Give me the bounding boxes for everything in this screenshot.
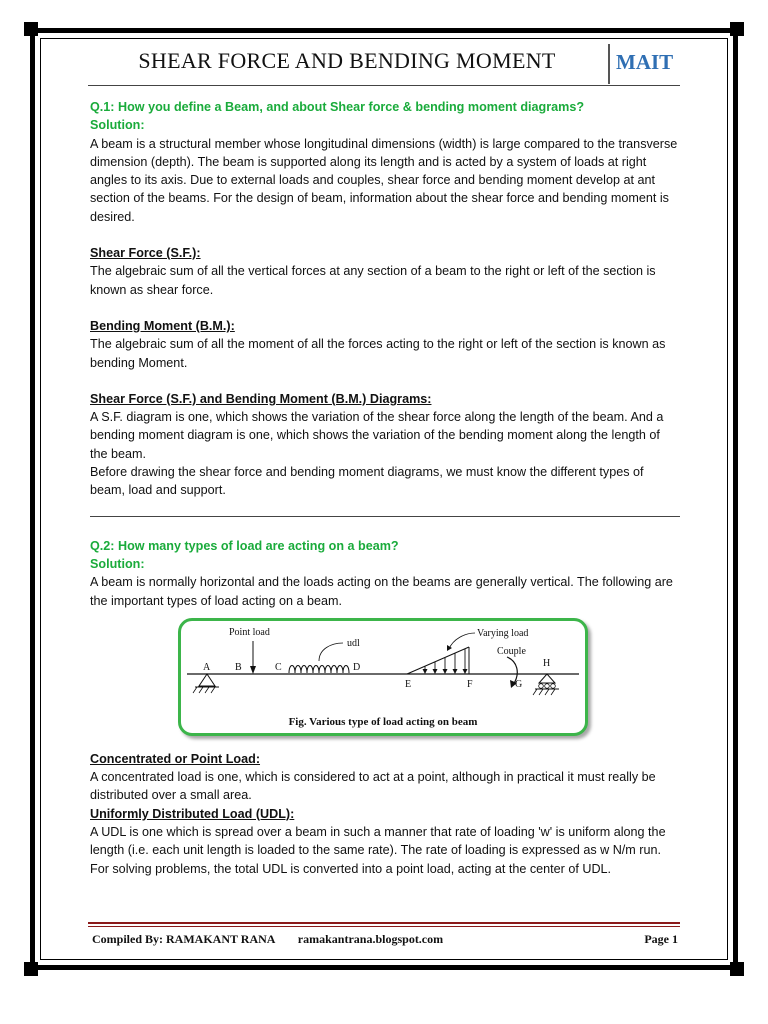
- page-number: Page 1: [644, 932, 678, 946]
- label-c: C: [275, 661, 282, 673]
- bending-moment-text: The algebraic sum of all the moment of all the forces acting to the right or left of the section is known as bending Moment.: [90, 337, 666, 370]
- corner-ornament: [24, 962, 38, 976]
- diagrams-text: A S.F. diagram is one, which shows the variation of the shear force along the length of the beam. And a bending moment diagram is one, which shows the variation of the bending moment along the length of the beam.: [90, 410, 664, 461]
- footer-credit: [92, 932, 443, 947]
- udl-pointer: [319, 643, 343, 661]
- label-a: A: [203, 661, 211, 673]
- shear-force-text: The algebraic sum of all the vertical forces at any section of a beam to the right or left of the section is known as shear force.: [90, 264, 656, 297]
- roller-support-h: [539, 674, 555, 683]
- label-g: G: [515, 678, 523, 690]
- figure-caption: Fig. Various type of load acting on beam: [288, 715, 478, 728]
- diagrams-text-2: Before drawing the shear force and bending moment diagrams, we must know the different types of beam, load and support.: [90, 465, 644, 498]
- footer-rule-thin: [88, 926, 680, 927]
- blog-link[interactable]: ramakantrana.blogspot.com: [297, 932, 444, 946]
- point-load-label: Point load: [229, 626, 270, 638]
- point-load-heading: Concentrated or Point Load:: [90, 751, 261, 766]
- load-types-intro: A beam is normally horizontal and the loads acting on the beams are generally vertical. The following are the important types of load acting on a beam.: [90, 575, 673, 608]
- varying-load-arrows: [423, 649, 468, 674]
- varying-load-label: Varying load: [477, 627, 529, 639]
- corner-ornament: [730, 22, 744, 36]
- solution-label: Solution:: [90, 556, 145, 571]
- solution-label: Solution:: [90, 118, 145, 133]
- section-divider: [90, 516, 680, 517]
- udl-text: A UDL is one which is spread over a beam in such a manner that rate of loading 'w' is uniform along the length (i.e. each unit length is loaded to the same rate). The rate of loading is expressed as w N/m run. For solving problems, the total UDL is converted into a point load, acting at the center of UDL.: [90, 825, 666, 876]
- varying-load-slope: [407, 647, 469, 674]
- pin-support-a: [199, 674, 215, 686]
- label-b: B: [235, 661, 242, 673]
- corner-ornament: [24, 22, 38, 36]
- couple-label: Couple: [497, 645, 526, 657]
- udl-label: udl: [347, 637, 360, 649]
- corner-ornament: [730, 962, 744, 976]
- header-rule: [88, 85, 680, 86]
- page-title: SHEAR FORCE AND BENDING MOMENT: [138, 48, 556, 73]
- shear-force-heading: Shear Force (S.F.):: [90, 246, 201, 261]
- label-e: E: [405, 678, 412, 690]
- label-f: F: [467, 678, 473, 690]
- diagrams-heading: Shear Force (S.F.) and Bending Moment (B.M.) Diagrams:: [90, 391, 432, 406]
- point-load-text: A concentrated load is one, which is considered to act at a point, although in practical it must really be distributed over a small area.: [90, 770, 656, 803]
- header-divider: [608, 44, 610, 84]
- load-types-figure: [178, 618, 588, 736]
- question-1: Q.1: How you define a Beam, and about Shear force & bending moment diagrams?: [90, 100, 585, 114]
- brand-label: MAIT: [616, 50, 674, 74]
- compiled-by: Compiled By: RAMAKANT RANA: [92, 932, 275, 946]
- question-2: Q.2: How many types of load are acting on a beam?: [90, 538, 399, 553]
- udl-heading: Uniformly Distributed Load (UDL):: [90, 806, 295, 821]
- document-body: [90, 98, 680, 878]
- bending-moment-heading: Bending Moment (B.M.):: [90, 318, 235, 333]
- beam-definition: A beam is a structural member whose longitudinal dimensions (width) is large compared to the transverse dimension (depth). The beam is supported along its length and is acted by a system of loads at right angles to its axis. Due to external loads and couples, shear force and bending moment develop at ant section of the beams. For the design of beam, information about the shear force and bending moment is desired.: [90, 136, 678, 224]
- label-h: H: [543, 657, 551, 669]
- udl-coils: [289, 665, 349, 673]
- footer-rule: [88, 922, 680, 924]
- label-d: D: [353, 661, 361, 673]
